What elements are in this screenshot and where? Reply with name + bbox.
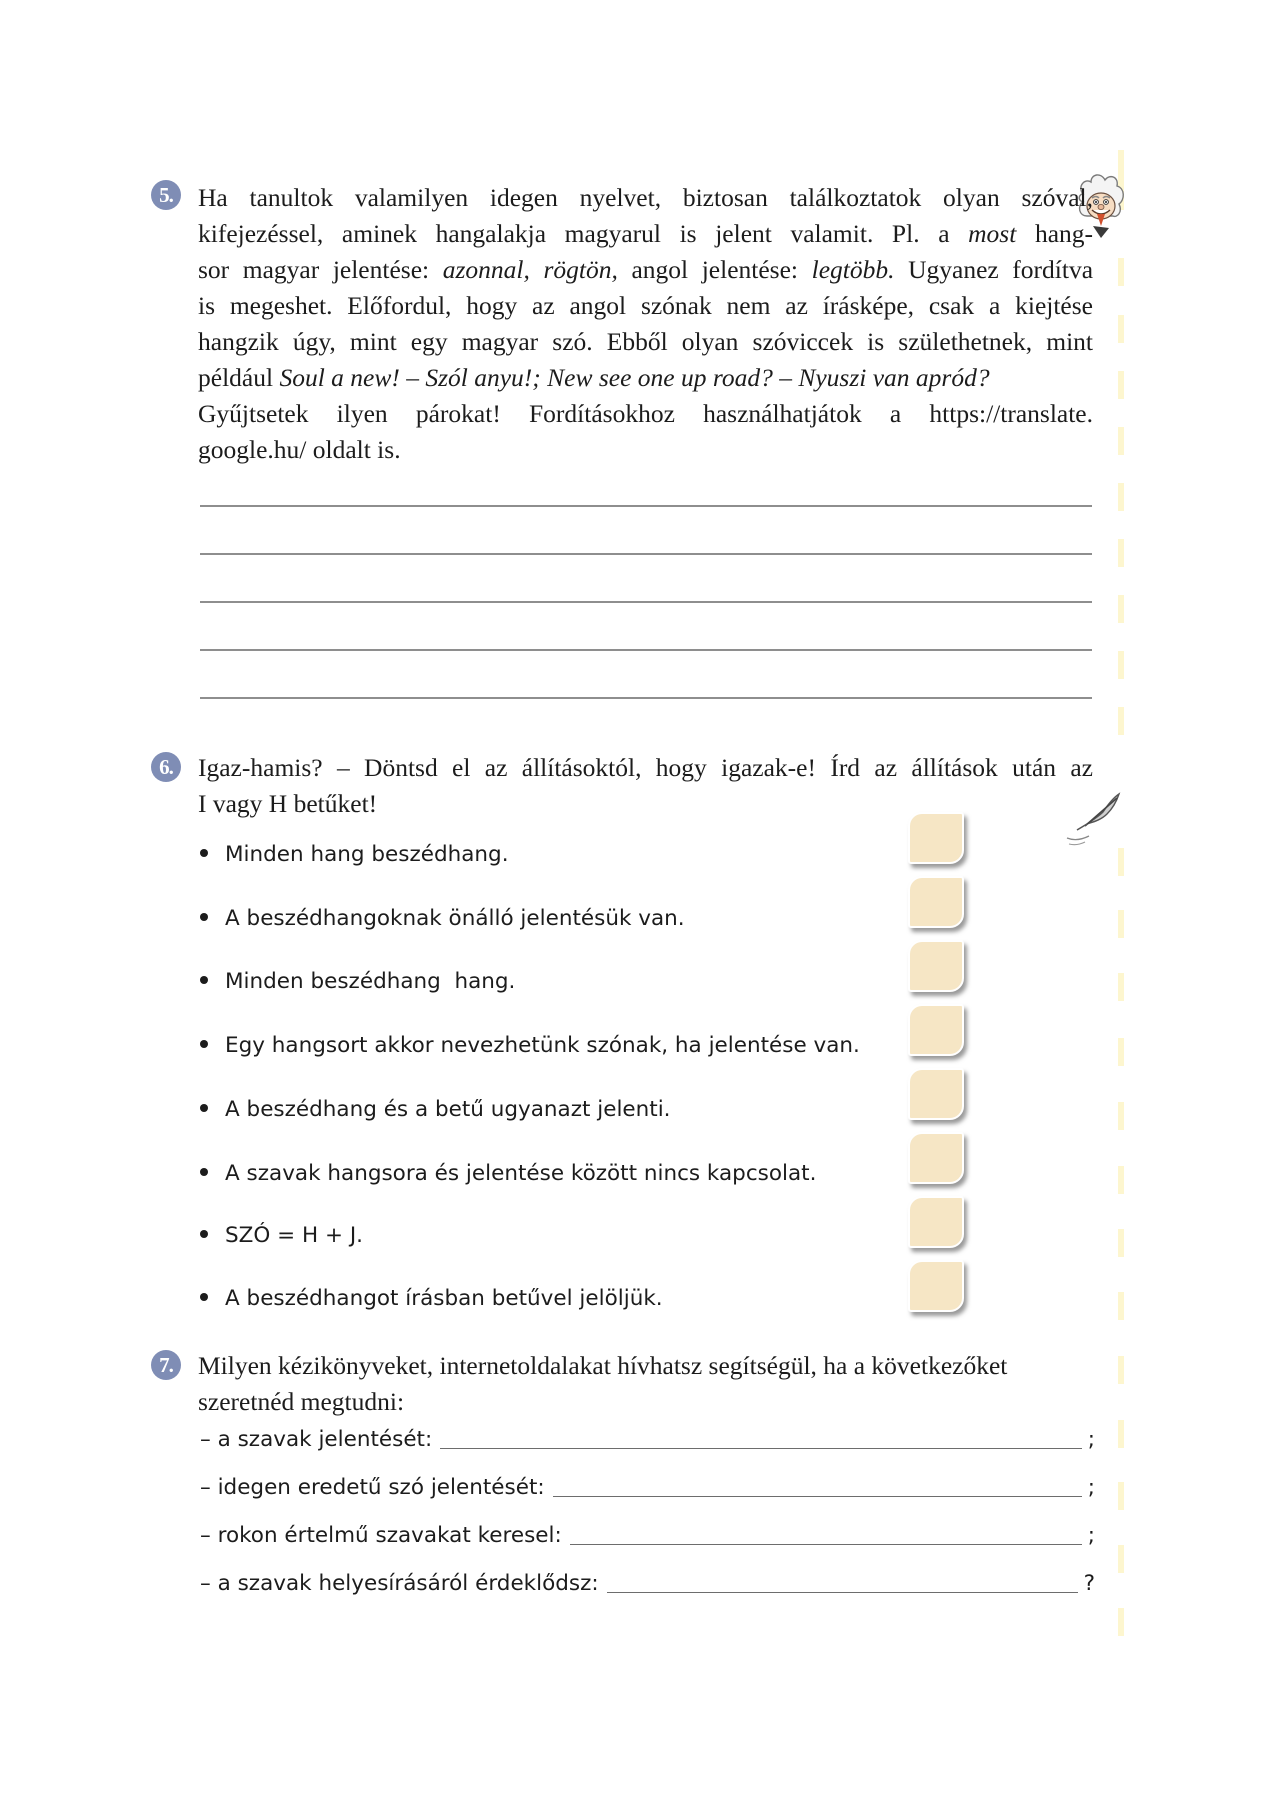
fill-in-blank[interactable] bbox=[570, 1544, 1082, 1545]
fill-in-blank[interactable] bbox=[553, 1496, 1082, 1497]
exercise-5-text bbox=[198, 180, 1093, 468]
answer-line[interactable] bbox=[200, 601, 1092, 603]
margin-strip-dash bbox=[1118, 848, 1124, 876]
statement-text: A beszédhangoknak önálló jelentésük van. bbox=[225, 906, 685, 931]
fill-in-label: – rokon értelmű szavakat keresel: bbox=[200, 1523, 562, 1548]
bullet bbox=[200, 1168, 208, 1176]
fill-in-row bbox=[200, 1474, 1095, 1502]
margin-strip-dash bbox=[1118, 1166, 1124, 1194]
fill-in-blank[interactable] bbox=[607, 1592, 1078, 1593]
text-span-italic: legtöbb. bbox=[811, 255, 895, 284]
text-line: hangzik úgy, mint egy magyar szó. Ebből olyan szóviccek is születhetnek, mint bbox=[198, 327, 1093, 356]
quill-pen-icon bbox=[1063, 790, 1123, 850]
margin-strip-dash bbox=[1118, 1608, 1124, 1636]
true-false-answer-box[interactable] bbox=[908, 1260, 964, 1312]
true-false-answer-box[interactable] bbox=[908, 1196, 964, 1248]
text-line: Gyűjtsetek ilyen párokat! Fordításokhoz használhatjátok a https://translate. bbox=[198, 399, 1093, 428]
true-false-answer-box[interactable] bbox=[908, 1068, 964, 1120]
margin-strip-dash bbox=[1118, 1356, 1124, 1384]
statement-text: A beszédhangot írásban betűvel jelöljük. bbox=[225, 1286, 663, 1311]
answer-line[interactable] bbox=[200, 697, 1092, 699]
text-span-italic: most bbox=[968, 219, 1017, 248]
statement-text: A szavak hangsora és jelentése között nincs kapcsolat. bbox=[225, 1161, 817, 1186]
margin-strip-dash bbox=[1118, 651, 1124, 679]
text-span: kifejezéssel, aminek hangalakja magyarul is jelent valamit. Pl. a bbox=[198, 219, 950, 248]
fill-in-row bbox=[200, 1426, 1095, 1454]
statement bbox=[200, 1096, 671, 1124]
bullet bbox=[200, 1040, 208, 1048]
text-span: hang- bbox=[1034, 219, 1094, 248]
bullet bbox=[200, 913, 208, 921]
statement-text: A beszédhang és a betű ugyanazt jelenti. bbox=[225, 1097, 671, 1122]
margin-strip-dash bbox=[1118, 1420, 1124, 1448]
text-span: Ugyanez fordítva bbox=[908, 255, 1094, 284]
text-line bbox=[198, 360, 1093, 396]
true-false-answer-box[interactable] bbox=[908, 1132, 964, 1184]
exercise-number-badge: 7. bbox=[151, 1350, 181, 1380]
bullet bbox=[200, 976, 208, 984]
fill-in-row bbox=[200, 1522, 1095, 1550]
fill-in-row bbox=[200, 1570, 1095, 1598]
statement bbox=[200, 1222, 363, 1250]
statement bbox=[200, 1285, 663, 1313]
answer-line[interactable] bbox=[200, 505, 1092, 507]
true-false-answer-box[interactable] bbox=[908, 812, 964, 864]
margin-strip-dash bbox=[1118, 910, 1124, 938]
statement-text: Egy hangsort akkor nevezhetünk szónak, ha jelentése van. bbox=[225, 1033, 860, 1058]
margin-strip-dash bbox=[1118, 1482, 1124, 1510]
statement bbox=[200, 1032, 860, 1060]
margin-strip-dash bbox=[1118, 258, 1124, 286]
text-line: Igaz-hamis? – Döntsd el az állításoktól, hogy igazak-e! Írd az állítások után az bbox=[198, 753, 1093, 782]
bullet bbox=[200, 849, 208, 857]
text-line: Milyen kézikönyveket, internetoldalakat hívhatsz segítségül, ha a következőket bbox=[198, 1351, 1008, 1380]
text-span: például bbox=[198, 363, 274, 392]
margin-strip-dash bbox=[1118, 539, 1124, 567]
margin-strip-dash bbox=[1118, 707, 1124, 735]
statement bbox=[200, 841, 509, 869]
true-false-answer-box[interactable] bbox=[908, 1004, 964, 1056]
margin-strip-dash bbox=[1118, 1229, 1124, 1257]
text-line: Ha tanultok valamilyen idegen nyelvet, biztosan találkoztatok olyan szóval, bbox=[198, 183, 1093, 212]
margin-strip-dash bbox=[1118, 1545, 1124, 1573]
fill-in-punctuation: ; bbox=[1087, 1475, 1095, 1500]
text-line: is megeshet. Előfordul, hogy az angol szónak nem az írásképe, csak a kiejtése bbox=[198, 291, 1093, 320]
text-line bbox=[198, 252, 1093, 288]
answer-line[interactable] bbox=[200, 553, 1092, 555]
fill-in-blank[interactable] bbox=[440, 1448, 1082, 1449]
text-span: angol jelentése: bbox=[631, 255, 798, 284]
margin-strip-dash bbox=[1118, 973, 1124, 1001]
statement bbox=[200, 968, 515, 996]
exercise-7-question bbox=[198, 1348, 1093, 1420]
margin-strip-dash bbox=[1118, 1292, 1124, 1320]
text-line: szeretnéd megtudni: bbox=[198, 1387, 405, 1416]
fill-in-label: – idegen eredetű szó jelentését: bbox=[200, 1475, 545, 1500]
margin-strip-dash bbox=[1118, 483, 1124, 511]
fill-in-punctuation: ; bbox=[1087, 1523, 1095, 1548]
fill-in-label: – a szavak jelentését: bbox=[200, 1427, 433, 1452]
fill-in-punctuation: ; bbox=[1087, 1427, 1095, 1452]
fill-in-punctuation: ? bbox=[1083, 1571, 1095, 1596]
margin-strip-dash bbox=[1118, 595, 1124, 623]
text-line: I vagy H betűket! bbox=[198, 789, 378, 818]
statement bbox=[200, 1160, 816, 1188]
text-span-italic: Soul a new! – Szól anyu!; New see one up road? – Nyuszi van apród? bbox=[279, 363, 990, 392]
true-false-answer-box[interactable] bbox=[908, 876, 964, 928]
statement-text: Minden hang beszédhang. bbox=[225, 842, 509, 867]
statement-text: SZÓ = H + J. bbox=[225, 1223, 364, 1248]
bullet bbox=[200, 1230, 208, 1238]
exercise-number-badge: 5. bbox=[151, 180, 181, 210]
margin-strip-dash bbox=[1118, 371, 1124, 399]
fill-in-label: – a szavak helyesírásáról érdeklődsz: bbox=[200, 1571, 599, 1596]
margin-strip-dash bbox=[1118, 427, 1124, 455]
margin-strip-dash bbox=[1118, 315, 1124, 343]
answer-line[interactable] bbox=[200, 649, 1092, 651]
exercise-number-badge: 6. bbox=[151, 752, 181, 782]
bullet bbox=[200, 1293, 208, 1301]
text-line bbox=[198, 216, 1093, 252]
margin-strip-dash bbox=[1118, 1038, 1124, 1066]
true-false-answer-box[interactable] bbox=[908, 940, 964, 992]
text-span: sor magyar jelentése: bbox=[198, 255, 430, 284]
bullet bbox=[200, 1104, 208, 1112]
statement bbox=[200, 905, 685, 933]
text-line: google.hu/ oldalt is. bbox=[198, 435, 401, 464]
statement-text: Minden beszédhang hang. bbox=[225, 969, 516, 994]
margin-strip-dash bbox=[1118, 1102, 1124, 1130]
text-span-italic: azonnal, rögtön, bbox=[442, 255, 618, 284]
